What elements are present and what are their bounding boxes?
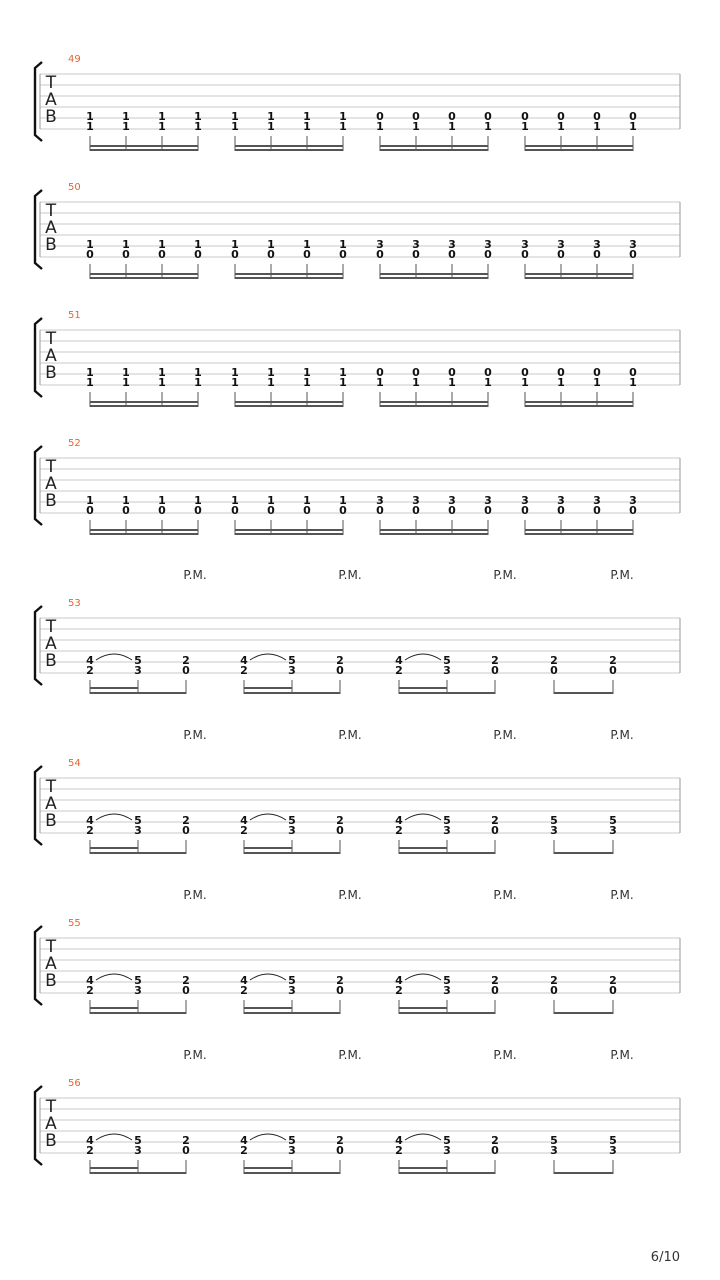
slur [96,814,132,820]
fret-number: 1 [557,376,565,389]
fret-number: 2 [182,814,190,827]
fret-number: 3 [288,824,296,837]
fret-number: 0 [376,504,384,517]
palm-mute-label: P.M. [338,1048,362,1062]
fret-number: 1 [267,238,275,251]
palm-mute-label: P.M. [338,888,362,902]
slur [405,974,441,980]
fret-number: 4 [395,654,403,667]
tab-clef-letter: A [45,218,57,238]
tab-clef-letter: A [45,90,57,110]
fret-number: 1 [303,238,311,251]
fret-number: 3 [412,494,420,507]
fret-number: 3 [134,984,142,997]
fret-number: 4 [395,1134,403,1147]
palm-mute-label: P.M. [338,728,362,742]
fret-number: 0 [194,248,202,261]
palm-mute-label: P.M. [610,888,634,902]
tab-clef-letter: A [45,794,57,814]
slur [250,974,286,980]
fret-number: 3 [443,1144,451,1157]
fret-number: 3 [593,238,601,251]
tab-clef-letter: B [45,491,57,511]
fret-number: 2 [336,654,344,667]
fret-number: 1 [303,494,311,507]
tab-clef-letter: T [45,201,57,221]
palm-mute-label: P.M. [183,568,207,582]
fret-number: 1 [339,120,347,133]
fret-number: 0 [376,110,384,123]
fret-number: 4 [240,974,248,987]
measure-number: 52 [68,438,81,449]
fret-number: 0 [339,248,347,261]
fret-number: 0 [593,248,601,261]
measure-number: 56 [68,1078,81,1089]
fret-number: 1 [194,366,202,379]
fret-number: 2 [86,1144,94,1157]
fret-number: 0 [629,110,637,123]
fret-number: 4 [86,1134,94,1147]
fret-number: 1 [303,120,311,133]
fret-number: 1 [158,120,166,133]
fret-number: 2 [240,984,248,997]
fret-number: 4 [240,1134,248,1147]
fret-number: 0 [336,984,344,997]
slur [250,654,286,660]
tab-clef-letter: A [45,634,57,654]
slur [96,974,132,980]
fret-number: 1 [194,120,202,133]
fret-number: 1 [158,366,166,379]
fret-number: 2 [491,654,499,667]
fret-number: 3 [288,1144,296,1157]
fret-number: 2 [182,654,190,667]
fret-number: 1 [593,376,601,389]
tab-clef-letter: B [45,811,57,831]
palm-mute-label: P.M. [183,888,207,902]
fret-number: 1 [231,366,239,379]
fret-number: 2 [86,824,94,837]
fret-number: 1 [194,494,202,507]
fret-number: 1 [86,376,94,389]
fret-number: 2 [240,1144,248,1157]
fret-number: 5 [443,654,451,667]
fret-number: 3 [448,494,456,507]
fret-number: 0 [182,984,190,997]
fret-number: 3 [443,664,451,677]
fret-number: 1 [86,120,94,133]
fret-number: 5 [134,1134,142,1147]
fret-number: 3 [376,238,384,251]
fret-number: 3 [443,824,451,837]
fret-number: 0 [491,664,499,677]
fret-number: 0 [267,248,275,261]
fret-number: 1 [231,120,239,133]
fret-number: 0 [609,664,617,677]
fret-number: 1 [484,120,492,133]
fret-number: 1 [267,110,275,123]
fret-number: 0 [521,366,529,379]
measure-number: 51 [68,310,81,321]
fret-number: 3 [629,238,637,251]
fret-number: 1 [267,120,275,133]
fret-number: 2 [182,1134,190,1147]
fret-number: 2 [240,824,248,837]
fret-number: 3 [412,238,420,251]
fret-number: 3 [134,824,142,837]
fret-number: 4 [86,974,94,987]
fret-number: 4 [240,654,248,667]
fret-number: 1 [448,376,456,389]
fret-number: 1 [557,120,565,133]
fret-number: 0 [122,504,130,517]
fret-number: 0 [336,824,344,837]
fret-number: 4 [240,814,248,827]
fret-number: 0 [593,110,601,123]
fret-number: 3 [593,494,601,507]
slur [405,814,441,820]
fret-number: 5 [288,974,296,987]
fret-number: 1 [86,238,94,251]
tab-clef-letter: T [45,937,57,957]
fret-number: 2 [491,974,499,987]
fret-number: 2 [240,664,248,677]
tab-clef-letter: T [45,617,57,637]
fret-number: 5 [288,654,296,667]
fret-number: 1 [267,366,275,379]
fret-number: 2 [609,974,617,987]
tab-clef-letter: T [45,1097,57,1117]
fret-number: 1 [158,494,166,507]
fret-number: 0 [557,504,565,517]
tab-clef-letter: B [45,651,57,671]
palm-mute-label: P.M. [610,1048,634,1062]
tab-clef-letter: B [45,1131,57,1151]
fret-number: 0 [267,504,275,517]
fret-number: 0 [448,504,456,517]
fret-number: 0 [231,248,239,261]
tab-clef-letter: B [45,971,57,991]
fret-number: 4 [86,814,94,827]
fret-number: 2 [609,654,617,667]
fret-number: 0 [412,366,420,379]
palm-mute-label: P.M. [610,568,634,582]
fret-number: 2 [336,974,344,987]
fret-number: 0 [86,504,94,517]
fret-number: 1 [412,376,420,389]
fret-number: 0 [182,664,190,677]
fret-number: 3 [443,984,451,997]
fret-number: 0 [182,824,190,837]
fret-number: 0 [303,504,311,517]
tab-clef-letter: T [45,457,57,477]
tab-clef-letter: T [45,777,57,797]
fret-number: 1 [231,110,239,123]
fret-number: 5 [550,1134,558,1147]
fret-number: 3 [557,494,565,507]
palm-mute-label: P.M. [183,1048,207,1062]
fret-number: 4 [395,974,403,987]
measure-number: 53 [68,598,81,609]
fret-number: 1 [122,120,130,133]
fret-number: 2 [336,814,344,827]
fret-number: 1 [593,120,601,133]
tab-clef-letter: B [45,235,57,255]
fret-number: 1 [194,110,202,123]
fret-number: 3 [609,824,617,837]
palm-mute-label: P.M. [493,1048,517,1062]
fret-number: 3 [134,1144,142,1157]
fret-number: 1 [448,120,456,133]
measure-number: 49 [68,54,81,65]
fret-number: 0 [491,824,499,837]
fret-number: 5 [443,814,451,827]
fret-number: 5 [550,814,558,827]
fret-number: 0 [484,504,492,517]
fret-number: 1 [521,376,529,389]
fret-number: 0 [376,366,384,379]
fret-number: 1 [122,238,130,251]
fret-number: 1 [521,120,529,133]
fret-number: 0 [550,984,558,997]
fret-number: 1 [86,366,94,379]
fret-number: 0 [521,248,529,261]
fret-number: 3 [629,494,637,507]
fret-number: 3 [609,1144,617,1157]
fret-number: 1 [303,110,311,123]
palm-mute-label: P.M. [338,568,362,582]
fret-number: 0 [376,248,384,261]
fret-number: 1 [267,376,275,389]
fret-number: 0 [484,248,492,261]
fret-number: 5 [134,654,142,667]
fret-number: 3 [550,1144,558,1157]
fret-number: 2 [336,1134,344,1147]
fret-number: 3 [448,238,456,251]
fret-number: 0 [448,248,456,261]
measure-number: 54 [68,758,81,769]
fret-number: 0 [336,1144,344,1157]
slur [405,1134,441,1140]
fret-number: 0 [448,110,456,123]
fret-number: 2 [395,664,403,677]
fret-number: 2 [86,664,94,677]
fret-number: 1 [231,238,239,251]
fret-number: 0 [609,984,617,997]
fret-number: 5 [134,814,142,827]
fret-number: 1 [158,376,166,389]
fret-number: 5 [443,974,451,987]
fret-number: 3 [484,238,492,251]
measure-number: 50 [68,182,81,193]
fret-number: 3 [557,238,565,251]
fret-number: 1 [484,376,492,389]
tab-clef-letter: A [45,346,57,366]
fret-number: 1 [412,120,420,133]
fret-number: 1 [194,376,202,389]
slur [405,654,441,660]
fret-number: 1 [629,120,637,133]
fret-number: 3 [134,664,142,677]
fret-number: 1 [158,110,166,123]
fret-number: 0 [303,248,311,261]
fret-number: 0 [557,248,565,261]
fret-number: 0 [336,664,344,677]
fret-number: 1 [267,494,275,507]
fret-number: 2 [395,1144,403,1157]
fret-number: 1 [303,376,311,389]
slur [250,1134,286,1140]
fret-number: 0 [491,1144,499,1157]
tab-clef-letter: A [45,1114,57,1134]
fret-number: 1 [231,376,239,389]
fret-number: 0 [86,248,94,261]
fret-number: 1 [194,238,202,251]
fret-number: 3 [521,494,529,507]
fret-number: 4 [86,654,94,667]
fret-number: 0 [231,504,239,517]
fret-number: 1 [122,366,130,379]
fret-number: 2 [182,974,190,987]
tab-clef-letter: B [45,363,57,383]
fret-number: 1 [86,494,94,507]
fret-number: 2 [86,984,94,997]
tab-clef-letter: A [45,954,57,974]
fret-number: 1 [339,376,347,389]
fret-number: 5 [288,814,296,827]
palm-mute-label: P.M. [493,728,517,742]
palm-mute-label: P.M. [183,728,207,742]
fret-number: 5 [288,1134,296,1147]
fret-number: 0 [593,504,601,517]
fret-number: 0 [629,248,637,261]
fret-number: 2 [395,824,403,837]
fret-number: 1 [339,366,347,379]
fret-number: 2 [550,974,558,987]
fret-number: 1 [122,110,130,123]
tab-clef-letter: T [45,329,57,349]
fret-number: 1 [303,366,311,379]
tab-clef-letter: A [45,474,57,494]
fret-number: 0 [339,504,347,517]
slur [96,654,132,660]
fret-number: 1 [122,494,130,507]
fret-number: 0 [158,248,166,261]
fret-number: 3 [288,664,296,677]
fret-number: 1 [629,376,637,389]
fret-number: 0 [158,504,166,517]
fret-number: 1 [376,120,384,133]
fret-number: 0 [182,1144,190,1157]
palm-mute-label: P.M. [493,568,517,582]
slur [96,1134,132,1140]
fret-number: 0 [593,366,601,379]
fret-number: 0 [629,366,637,379]
fret-number: 3 [484,494,492,507]
fret-number: 1 [158,238,166,251]
fret-number: 3 [376,494,384,507]
fret-number: 5 [443,1134,451,1147]
fret-number: 0 [412,110,420,123]
measure-number: 55 [68,918,81,929]
fret-number: 2 [395,984,403,997]
slur [250,814,286,820]
fret-number: 1 [231,494,239,507]
fret-number: 0 [550,664,558,677]
fret-number: 0 [194,504,202,517]
fret-number: 0 [629,504,637,517]
fret-number: 2 [550,654,558,667]
fret-number: 0 [412,248,420,261]
fret-number: 0 [484,110,492,123]
fret-number: 1 [339,238,347,251]
fret-number: 3 [288,984,296,997]
fret-number: 1 [339,110,347,123]
tab-clef-letter: T [45,73,57,93]
fret-number: 5 [134,974,142,987]
fret-number: 2 [491,1134,499,1147]
fret-number: 1 [339,494,347,507]
fret-number: 0 [557,110,565,123]
fret-number: 0 [484,366,492,379]
fret-number: 0 [448,366,456,379]
tab-clef-letter: B [45,107,57,127]
fret-number: 3 [550,824,558,837]
fret-number: 0 [521,110,529,123]
fret-number: 0 [491,984,499,997]
fret-number: 1 [122,376,130,389]
fret-number: 2 [491,814,499,827]
fret-number: 5 [609,1134,617,1147]
palm-mute-label: P.M. [493,888,517,902]
fret-number: 0 [122,248,130,261]
fret-number: 5 [609,814,617,827]
fret-number: 4 [395,814,403,827]
fret-number: 0 [557,366,565,379]
fret-number: 1 [86,110,94,123]
palm-mute-label: P.M. [610,728,634,742]
page-number: 6/10 [650,1250,680,1265]
fret-number: 1 [376,376,384,389]
fret-number: 0 [412,504,420,517]
fret-number: 3 [521,238,529,251]
fret-number: 0 [521,504,529,517]
